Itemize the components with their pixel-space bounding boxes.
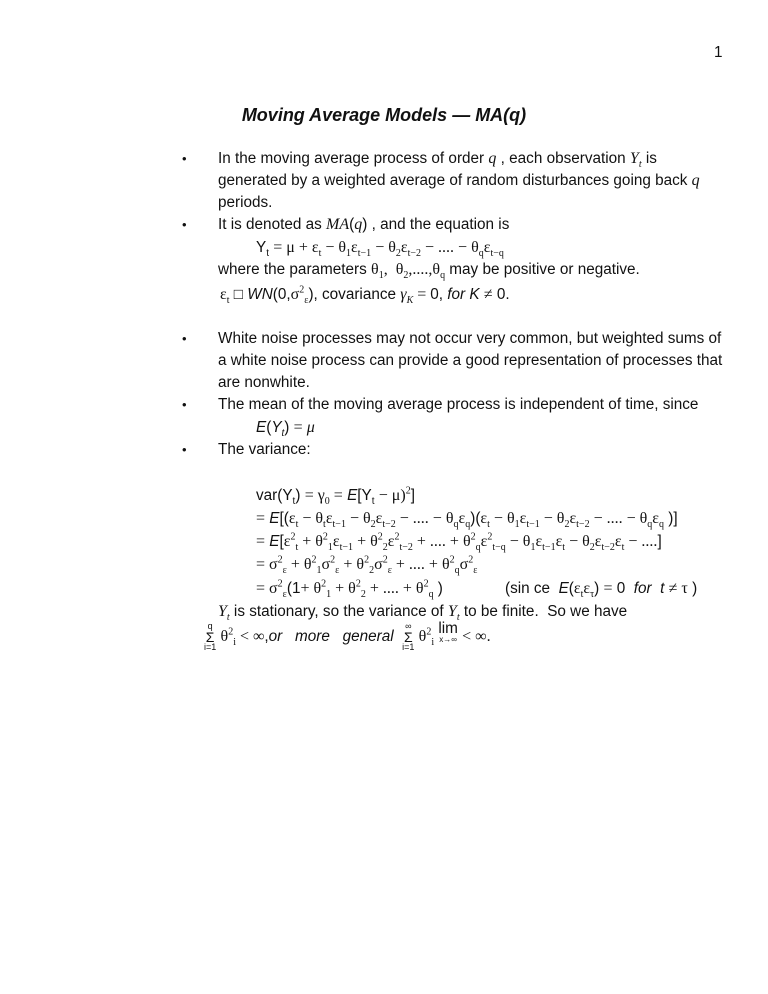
sum-upper: ∞	[405, 621, 412, 631]
variance-line: $var(Y_t) = \gamma_0 = E[Y_t - \mu)^2$]	[256, 485, 415, 508]
bullet-icon: •	[182, 331, 187, 346]
bullet-text: White noise processes may not occur very common, but weighted sums of	[218, 330, 722, 347]
equation-ma: $Y_t = \mu + \varepsilon_t - \theta_1\varepsilon_{t-1} - \theta_2\varepsilon_{t-2}$ − .... − $\theta_q\varepsilon_{t-q}$	[256, 239, 504, 260]
sigma-icon: Σ	[403, 629, 413, 645]
bullet-text: generated by a weighted average of random disturbances going back q	[218, 172, 700, 189]
lim-sub: x→∞	[439, 635, 457, 644]
sum-lower: i=1	[402, 642, 415, 652]
sigma-icon: Σ	[205, 629, 215, 645]
bullet-text: In the moving average process of order q , each observation $Y_t$ is	[218, 150, 657, 171]
bullet-text: are nonwhite.	[218, 374, 310, 391]
summation-2	[402, 622, 414, 652]
lim-text: lim	[438, 620, 458, 637]
variance-line: = $\sigma^2_\varepsilon + \theta^2_1\sigma^2_\varepsilon + \theta^2_2\sigma^2_\varepsilon$ + .... + $\theta^2_q\sigma^2_\varepsilon$	[256, 554, 478, 577]
parameters-text: where the parameters $\theta_1$, $\theta_2,....,\theta_q$ may be positive or negative.	[218, 261, 640, 282]
white-noise-text: $\varepsilon_t$ □ $WN(0,\sigma^2_\varepsilon)$, covariance $\gamma_K = 0$, for K ≠ 0.	[220, 284, 510, 307]
stationary-text: $Y_t$ is stationary, so the variance of $Y_t$ to be finite. So we have	[218, 603, 628, 624]
page-title: Moving Average Models — MA(q)	[241, 105, 527, 125]
sum-text: $\theta^2_i < \infty,or$ more general	[220, 626, 394, 649]
sum-condition	[204, 622, 491, 652]
variance-line: = $E[\varepsilon^2_t + \theta^2_1\varepsilon_{t-1} + \theta^2_2\varepsilon^2_{t-2}$ + .... + $\theta^2_q\varepsilon^2_{t-q} - \theta_1\varepsilon_{t-1}\varepsilon_t - \theta_2\varepsilon_{t-2}\varepsilon_t$ − ....]	[256, 531, 662, 554]
bullet-text: The mean of the moving average process is independent of time, since	[218, 396, 699, 413]
bullet-icon: •	[182, 442, 187, 457]
bullet-text: periods.	[218, 194, 273, 211]
bullet-text: a white noise process can provide a good representation of processes that	[218, 352, 723, 369]
sum-text: $\theta^2_i$	[418, 626, 435, 649]
variance-line: = $E[(\varepsilon_t - \theta_t\varepsilon_{t-1} - \theta_2\varepsilon_{t-2}$ − .... − $\theta_q\varepsilon_q)(\varepsilon_t - \theta_1\varepsilon_{t-1} - \theta_2\varepsilon_{t-2}$ − .... − $\theta_q\varepsilon_q$ )]	[256, 510, 678, 531]
sum-upper: q	[207, 621, 213, 631]
bullet-icon: •	[182, 217, 187, 232]
page-number: 1	[714, 44, 723, 61]
variance-line: = $\sigma^2_\varepsilon(1+ \theta^2_1 + \theta^2_2$ + .... + $\theta^2_q$ )	[256, 578, 443, 601]
since-note: (sin ce $E(\varepsilon_t\varepsilon_\tau) = 0$ for t ≠ τ )	[505, 580, 698, 601]
bullet-text: It is denoted as MA(q) , and the equation is	[218, 216, 510, 233]
sum-text: < ∞.	[462, 628, 491, 646]
bullet-icon: •	[182, 397, 187, 412]
sum-lower: i=1	[204, 642, 217, 652]
bullet-text: The variance:	[218, 441, 311, 458]
summation-1	[204, 622, 216, 652]
limit	[438, 622, 458, 644]
bullet-icon: •	[182, 151, 187, 166]
equation-mean: $E(Y_t) = \mu$	[256, 419, 315, 440]
